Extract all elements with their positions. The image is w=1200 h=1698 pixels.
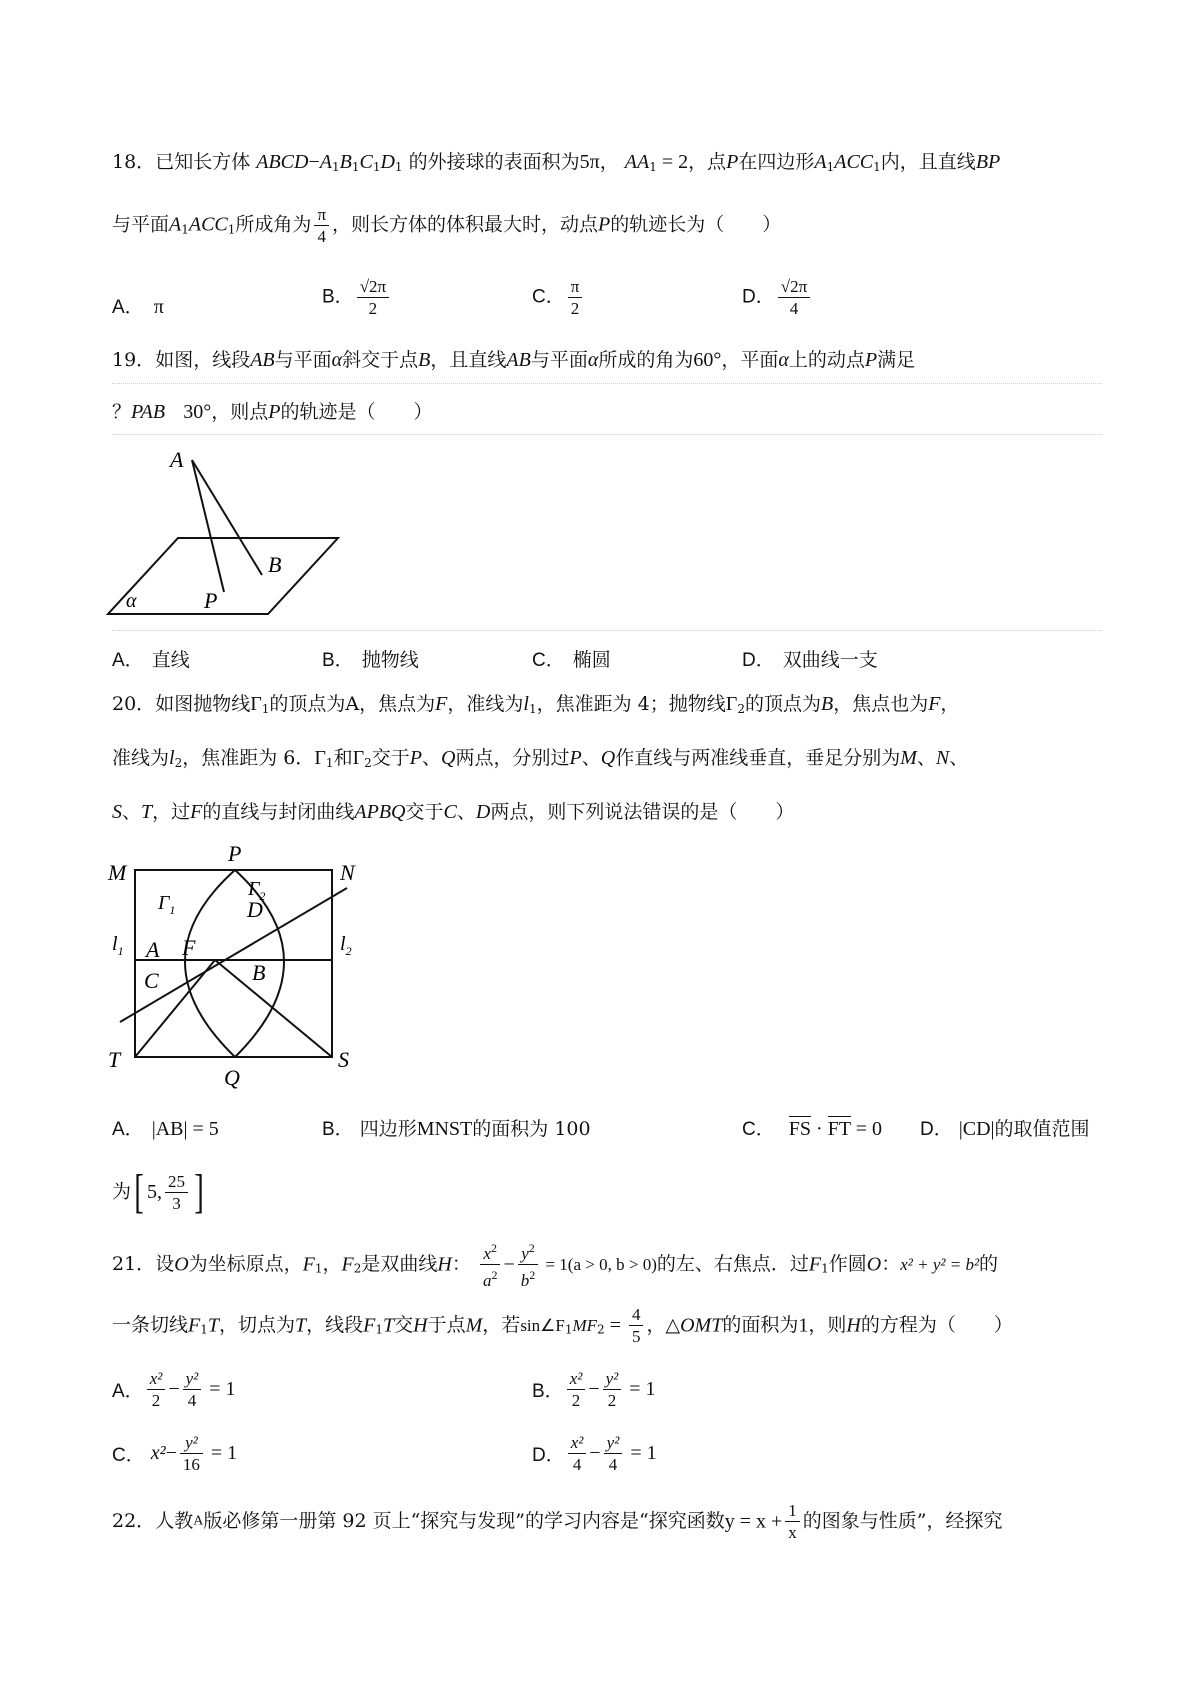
- label-gamma2: $\Gamma_2$: [248, 878, 266, 903]
- label-l1: $l_1$: [112, 933, 124, 958]
- q19-figure: [100, 445, 350, 620]
- q18-option-a[interactable]: A． π: [112, 296, 164, 318]
- x2-over-a2: $\frac{x^2}{a^2}$: [480, 1238, 501, 1291]
- line-fs: [215, 960, 332, 1057]
- label-gamma1: $\Gamma_1$: [158, 892, 176, 917]
- q21-option-a[interactable]: A． $\frac{\text{x²}}{2}$ − $\frac{\text{y²}}{4}$ = 1: [112, 1369, 236, 1410]
- label-m: M: [108, 860, 127, 885]
- label-b: B: [268, 552, 282, 577]
- q19-option-d[interactable]: D． 双曲线一支: [742, 649, 878, 671]
- segment-ab: [192, 460, 262, 575]
- q20-line1: 20．如图抛物线$\Gamma_1$的顶点为A，焦点为F，准线为$l_1$，焦准距为 4；抛物线$\Gamma_2$的顶点为B，焦点也为F，: [112, 693, 960, 716]
- q20-option-b[interactable]: B． 四边形MNST的面积为 100: [322, 1118, 591, 1140]
- q22-line1: 22．人教A版必修第一册第 92 页上“探究与发现”的学习内容是“探究函数y = x + $\frac{1}{x}$ 的图象与性质”，经探究: [112, 1501, 1003, 1542]
- segment-ap: [192, 460, 224, 592]
- q18-option-c[interactable]: C． $\frac{\pi}{2}$: [532, 276, 585, 319]
- label-p: P: [228, 841, 242, 866]
- q20-option-d[interactable]: D． |CD|的取值范围: [920, 1118, 1090, 1140]
- y2-over-b2: $\frac{y^2}{b^2}$: [518, 1238, 539, 1291]
- q20-line2: 准线为$l_2$，焦准距为 6．$\Gamma_1$和$\Gamma_2$交于P、Q两点，分别过P、Q作直线与两准线垂直，垂足分别为M、N、: [112, 747, 969, 770]
- q21-option-d[interactable]: D． $\frac{\text{x²}}{4}$ − $\frac{\text{y²}}{4}$ = 1: [532, 1433, 657, 1474]
- label-a: A: [146, 937, 160, 962]
- label-a: A: [170, 447, 184, 472]
- label-alpha: α: [126, 590, 137, 612]
- label-q: Q: [224, 1065, 240, 1090]
- divider: [112, 383, 1102, 384]
- q19-option-b[interactable]: B． 抛物线: [322, 649, 419, 671]
- q18-line1: 18．已知长方体 $ABCD-A_1B_1C_1D_1$ 的外接球的表面积为5π， $AA_1 = 2$，点P在四边形$A_1ACC_1$内，且直线BP: [112, 151, 1001, 174]
- label-f: F: [182, 935, 196, 960]
- label-s: S: [338, 1047, 349, 1072]
- q18-line2: 与平面$A_1ACC_1$所成角为 $\frac{\pi}{4}$ ，则长方体的体积最大时，动点P的轨迹长为（ ）: [112, 205, 782, 246]
- q18-option-d[interactable]: D． $\frac{√2\pi}{4}$: [742, 276, 813, 319]
- q20-option-a[interactable]: A． |AB| = 5: [112, 1118, 219, 1140]
- q20-line3: S、T，过F的直线与封闭曲线APBQ交于C、D两点，则下列说法错误的是（ ）: [112, 801, 795, 823]
- plane-alpha: [108, 538, 338, 614]
- q20-figure: [100, 835, 380, 1095]
- q21-option-b[interactable]: B． $\frac{\text{x²}}{2}$ − $\frac{\text{y²}}{2}$ = 1: [532, 1369, 656, 1410]
- label-c: C: [144, 968, 159, 993]
- label-p: P: [204, 588, 218, 613]
- q19-line1: 19．如图，线段AB与平面α斜交于点B，且直线AB与平面α所成的角为60°，平面α上的动点P满足: [112, 349, 916, 371]
- divider: [112, 434, 1102, 435]
- q18-option-b[interactable]: B． $\frac{√2\pi}{2}$: [322, 276, 392, 319]
- label-n: N: [340, 860, 355, 885]
- q19-option-a[interactable]: A． 直线: [112, 649, 190, 671]
- label-t: T: [108, 1047, 121, 1072]
- q21-line1: 21．设O为坐标原点，$F_1$，$F_2$是双曲线H： $\frac{x^2}{a^2}$ − $\frac{y^2}{b^2}$ = 1(a > 0, b > 0)的左、右焦点．过$F_1$作圆O：x² + y² = b²的: [112, 1238, 998, 1291]
- q20-option-c[interactable]: C． FS · FT = 0: [742, 1118, 882, 1140]
- label-d: D: [247, 897, 263, 922]
- label-l2: $l_2$: [340, 933, 352, 958]
- label-b: B: [252, 960, 266, 985]
- divider: [112, 630, 1102, 631]
- q21-option-c[interactable]: C． x²− $\frac{\text{y²}}{16}$ = 1: [112, 1433, 238, 1474]
- q20-option-d-range: 为[ 5, $\frac{25}{3}$ ]: [112, 1165, 204, 1218]
- parabola-gamma1: [185, 870, 235, 1057]
- q21-line2: 一条切线$F_1T$，切点为T，线段$F_1T$交H于点M，若$\sin\angle F_1MF_2$ = $\frac{4}{5}$ ，△OMT的面积为1，则H的方程为（ ）: [112, 1305, 1013, 1346]
- q19-option-c[interactable]: C． 椭圆: [532, 649, 611, 671]
- angle-fraction: $\frac{\pi}{4}$: [314, 204, 329, 247]
- q19-line2: ？PAB 30°，则点P的轨迹是（ ）: [112, 401, 433, 423]
